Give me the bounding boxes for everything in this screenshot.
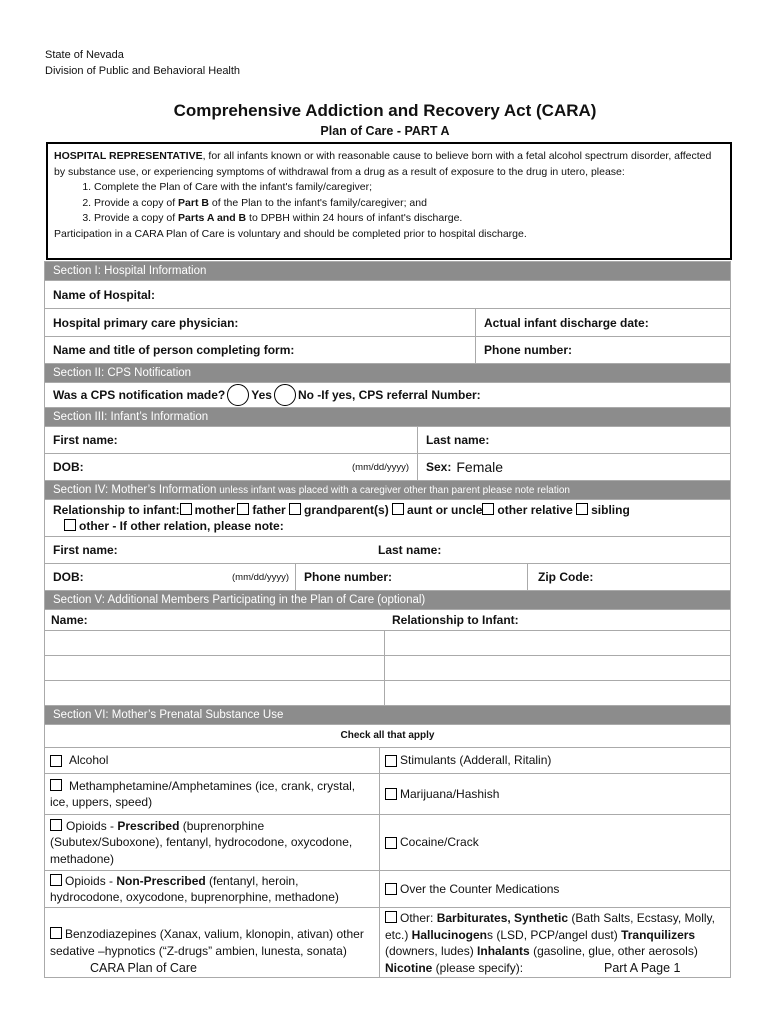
mother-first-name-field[interactable]: First name:	[53, 543, 118, 557]
father-checkbox[interactable]	[237, 503, 249, 515]
member-name-input[interactable]	[45, 656, 384, 680]
completer-phone-field[interactable]: Phone number:	[475, 337, 730, 363]
instructions-steps	[54, 180, 724, 227]
member-name-input[interactable]	[45, 681, 384, 705]
agency-header	[45, 47, 240, 79]
completer-field[interactable]: Name and title of person completing form:	[53, 343, 295, 357]
form-title: Comprehensive Addiction and Recovery Act (CARA)	[173, 101, 597, 120]
sibling-checkbox[interactable]	[576, 503, 588, 515]
cps-question: Was a CPS notification made?	[53, 388, 226, 402]
agency-division: Division of Public and Behavioral Health	[45, 65, 241, 77]
other-relative-checkbox[interactable]	[482, 503, 494, 515]
substance-row	[45, 871, 730, 908]
infant-last-name-field[interactable]: Last name:	[417, 427, 730, 453]
stimulants-checkbox[interactable]	[385, 755, 397, 767]
instructions-text: , for all infants known or with reasonable cause to believe born with a fetal alcohol spectrum disorder, affected by substance use, or experiencing symptoms of withdrawal from a drug as a result of exposure to the drug in utero, please:	[54, 150, 712, 178]
member-row	[45, 631, 730, 656]
mother-zip-field[interactable]: Zip Code:	[527, 564, 730, 590]
section-4-header	[45, 481, 730, 500]
row-mother-names	[45, 537, 730, 564]
infant-dob-field[interactable]	[45, 454, 417, 480]
alcohol-checkbox[interactable]	[50, 755, 62, 767]
row-members-header	[45, 610, 730, 631]
discharge-date-field[interactable]: Actual infant discharge date:	[475, 309, 730, 336]
substance-row	[45, 815, 730, 871]
cps-referral-label[interactable]: No -If yes, CPS referral Number:	[297, 388, 481, 402]
plan-of-care-form	[44, 261, 731, 978]
aunt-uncle-checkbox[interactable]	[392, 503, 404, 515]
otc-option[interactable]: Over the Counter Medications	[379, 871, 730, 907]
substance-row	[45, 774, 730, 815]
infant-sex-field[interactable]	[417, 454, 730, 480]
opioids-prescribed-option[interactable]: Opioids - Prescribed (buprenorphine (Subutex/Suboxone), fentanyl, hydrocodone, oxycodone, methadone)	[50, 818, 353, 866]
section-3-header: Section III: Infant’s Information	[45, 408, 730, 427]
members-relationship-column: Relationship to Infant:	[392, 613, 519, 627]
instruction-step-1: 1. Complete the Plan of Care with the infant's family/caregiver;	[94, 180, 724, 196]
member-relationship-input[interactable]	[384, 656, 730, 680]
section-4-note: unless infant was placed with a caregiver other than parent please note relation	[216, 485, 570, 496]
instruction-step-2: 2. Provide a copy of Part B of the Plan to the infant's family/caregiver; and	[94, 196, 724, 212]
opioids-prescribed-checkbox[interactable]	[50, 819, 62, 831]
row-physician	[45, 309, 730, 337]
alcohol-option[interactable]: Alcohol	[45, 748, 379, 773]
benzodiazepines-option[interactable]: Benzodiazepines (Xanax, valium, klonopin, ativan) other sedative –hypnotics (“Z-drugs” ambien, lunesta, sonata)	[50, 927, 364, 958]
relationship-label: Relationship to infant:	[53, 503, 180, 517]
section-4-title: Section IV: Mother’s Information	[53, 484, 217, 496]
member-row	[45, 656, 730, 681]
check-all-instruction: Check all that apply	[45, 725, 730, 748]
row-infant-names	[45, 427, 730, 454]
stimulants-option[interactable]: Stimulants (Adderall, Ritalin)	[379, 748, 730, 773]
instructions-lead: HOSPITAL REPRESENTATIVE	[54, 150, 203, 162]
agency-state: State of Nevada	[45, 49, 124, 61]
substance-row	[45, 748, 730, 774]
meth-option[interactable]: Methamphetamine/Amphetamines (ice, crank, crystal, ice, uppers, speed)	[50, 778, 356, 809]
cps-no-radio[interactable]	[274, 384, 296, 406]
marijuana-checkbox[interactable]	[385, 788, 397, 800]
physician-field[interactable]: Hospital primary care physician:	[53, 315, 239, 330]
section-1-header: Section I: Hospital Information	[45, 262, 730, 281]
member-name-input[interactable]	[45, 631, 384, 655]
row-infant-dob	[45, 454, 730, 481]
hospital-name-field[interactable]: Name of Hospital:	[53, 287, 156, 302]
instruction-step-3: 3. Provide a copy of Parts A and B to DPBH within 24 hours of infant's discharge.	[94, 211, 724, 227]
section-2-header: Section II: CPS Notification	[45, 364, 730, 383]
row-hospital-name	[45, 281, 730, 309]
infant-dob-label: DOB:	[53, 460, 84, 474]
infant-sex-value: Female	[456, 459, 504, 475]
member-relationship-input[interactable]	[384, 681, 730, 705]
otc-checkbox[interactable]	[385, 883, 397, 895]
mother-last-name-field[interactable]: Last name:	[378, 543, 442, 557]
form-subtitle: Plan of Care - PART A	[320, 124, 450, 138]
row-completer	[45, 337, 730, 364]
other-substances-option[interactable]: Other: Barbiturates, Synthetic (Bath Salts, Ecstasy, Molly, etc.) Hallucinogens (LSD, PCP/angel dust) Tranquilizers (downers, ludes) Inhalants (gasoline, glue, other aerosols) Nicotine (please specify):	[379, 908, 730, 977]
opioids-nonprescribed-checkbox[interactable]	[50, 874, 62, 886]
marijuana-option[interactable]: Marijuana/Hashish	[379, 774, 730, 814]
infant-sex-label: Sex:	[426, 460, 452, 474]
benzodiazepines-checkbox[interactable]	[50, 927, 62, 939]
row-mother-contact	[45, 564, 730, 591]
cps-yes-radio[interactable]	[227, 384, 249, 406]
members-name-column: Name:	[51, 613, 88, 627]
grandparent-checkbox[interactable]	[289, 503, 301, 515]
infant-dob-format: (mm/dd/yyyy)	[352, 461, 409, 473]
member-relationship-input[interactable]	[384, 631, 730, 655]
instructions-closing: Participation in a CARA Plan of Care is voluntary and should be completed prior to hospital discharge.	[54, 227, 527, 240]
footer-page-number: Part A Page 1	[604, 961, 681, 975]
instructions-box	[46, 142, 732, 260]
row-cps	[45, 383, 730, 408]
section-5-header: Section V: Additional Members Participating in the Plan of Care (optional)	[45, 591, 730, 610]
cps-yes-label: Yes	[251, 388, 272, 402]
mother-checkbox[interactable]	[180, 503, 192, 515]
other-substances-checkbox[interactable]	[385, 911, 397, 923]
row-relationship: Relationship to infant: mother father grandparent(s) aunt or uncle other relative sibling other - If other relation, please note:	[45, 500, 730, 537]
footer-form-name: CARA Plan of Care	[90, 961, 197, 975]
section-6-header: Section VI: Mother’s Prenatal Substance Use	[45, 706, 730, 725]
mother-dob-format: (mm/dd/yyyy)	[232, 571, 289, 583]
meth-checkbox[interactable]	[50, 779, 62, 791]
mother-phone-field[interactable]: Phone number:	[295, 564, 527, 590]
other-relation-checkbox[interactable]	[64, 519, 76, 531]
cocaine-checkbox[interactable]	[385, 837, 397, 849]
cocaine-option[interactable]: Cocaine/Crack	[379, 815, 730, 870]
infant-first-name-field[interactable]: First name:	[53, 433, 118, 447]
mother-dob-field[interactable]	[45, 564, 295, 590]
opioids-nonprescribed-option[interactable]: Opioids - Non-Prescribed (fentanyl, heroin, hydrocodone, oxycodone, buprenorphine, methadone)	[50, 873, 339, 904]
member-row	[45, 681, 730, 706]
mother-dob-label: DOB:	[53, 570, 84, 584]
